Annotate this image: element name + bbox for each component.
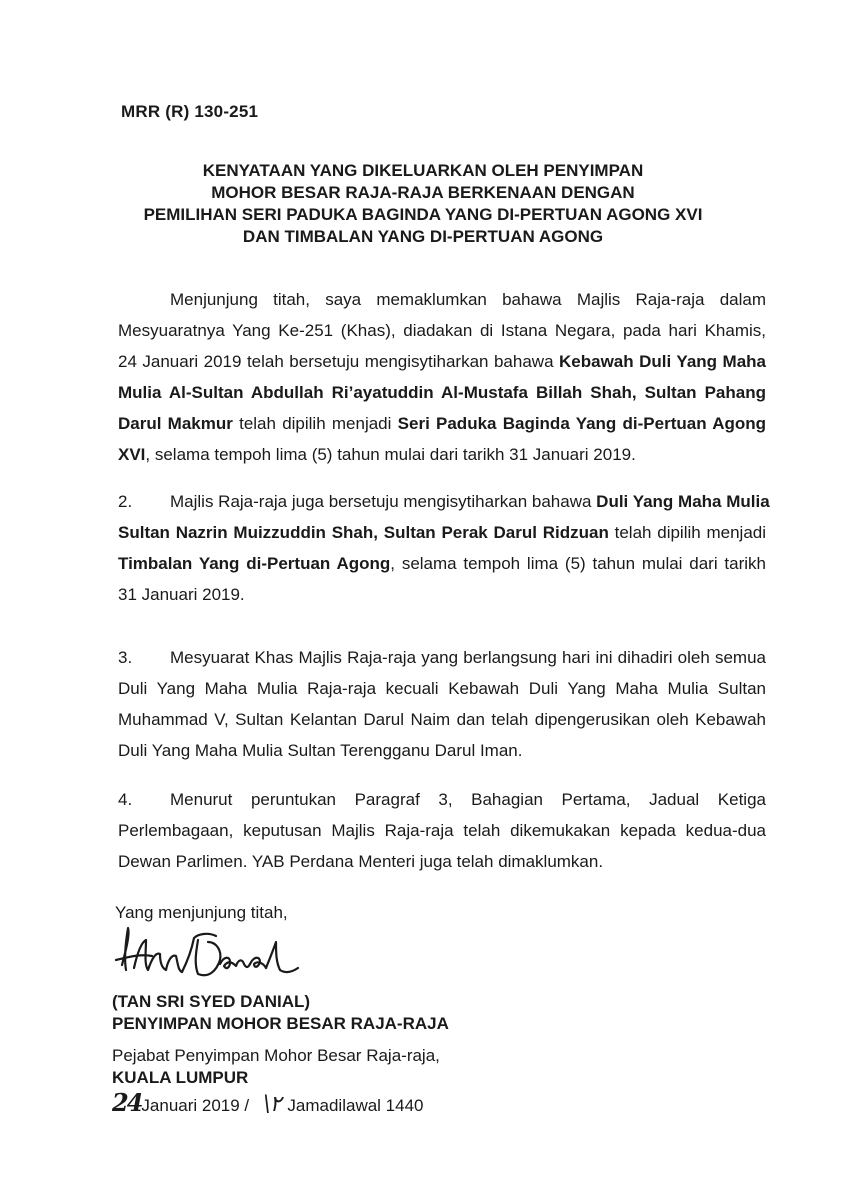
signatory-block [112,991,449,1035]
paragraph-3 [118,642,766,766]
handwritten-signature [112,920,302,990]
para3-line4: Duli Yang Maha Mulia Sultan Terengganu Darul Iman. [118,741,523,760]
para1-line1: Menjunjung titah, saya memaklumkan bahawa Majlis Raja-raja dalam [170,290,766,309]
para2-line4: 31 Januari 2019. [118,585,245,604]
para1-line6b: , selama tempoh lima (5) tahun mulai dari tarikh 31 Januari 2019. [145,445,636,464]
date-hijri: Jamadilawal 1440 [287,1096,424,1115]
handwritten-hijri-day: \٢ [263,1092,282,1117]
para3-number: 3. [118,648,133,667]
para2-line2a: Sultan Nazrin Muizzuddin Shah, Sultan Perak Darul Ridzuan [118,523,609,542]
para4-line3: Dewan Parlimen. YAB Perdana Menteri juga telah dimaklumkan. [118,852,604,871]
title-line: KENYATAAN YANG DIKELUARKAN OLEH PENYIMPAN [202,161,644,180]
para3-line3: Muhammad V, Sultan Kelantan Darul Naim dan telah dipengerusikan oleh Kebawah [118,710,766,729]
reference-number: MRR (R) 130-251 [121,102,259,121]
paragraph-2 [118,486,770,610]
para1-line3a: 24 Januari 2019 telah bersetuju mengisytiharkan bahawa [118,352,560,371]
para2-line1a: Majlis Raja-raja juga bersetuju mengisytiharkan bahawa [170,492,597,511]
title-line: DAN TIMBALAN YANG DI-PERTUAN AGONG [242,227,604,246]
para1-line2: Mesyuaratnya Yang Ke-251 (Khas), diadakan di Istana Negara, pada hari Khamis, [118,321,766,340]
signatory-title: PENYIMPAN MOHOR BESAR RAJA-RAJA [112,1014,449,1033]
office-city: KUALA LUMPUR [112,1068,249,1087]
para1-line5a: Darul Makmur [118,414,233,433]
para2-line3a: Timbalan Yang di-Pertuan Agong [118,554,391,573]
paragraph-4 [118,784,766,877]
office-block [112,1045,440,1089]
para1-line3b: Kebawah Duli Yang Maha [559,352,766,371]
office-line: Pejabat Penyimpan Mohor Besar Raja-raja, [112,1046,440,1065]
para4-line1: Menurut peruntukan Paragraf 3, Bahagian Pertama, Jadual Ketiga [170,790,766,809]
paragraph-1 [118,284,766,470]
para1-line6a: XVI [118,445,146,464]
title-line: MOHOR BESAR RAJA-RAJA BERKENAAN DENGAN [211,183,635,202]
para3-line2: Duli Yang Maha Mulia Raja-raja kecuali Kebawah Duli Yang Maha Mulia Sultan [118,679,766,698]
para2-number: 2. [118,492,133,511]
closing-salutation: Yang menjunjung titah, [115,903,288,922]
para4-number: 4. [118,790,133,809]
para1-line4: Mulia Al-Sultan Abdullah Ri’ayatuddin Al-Mustafa Billah Shah, Sultan Pahang [118,383,766,402]
signatory-name: (TAN SRI SYED DANIAL) [112,992,311,1011]
para1-line5c: Seri Paduka Baginda Yang di-Pertuan Agong [397,414,767,433]
title-line: PEMILIHAN SERI PADUKA BAGINDA YANG DI-PERTUAN AGONG XVI [143,205,703,224]
para2-line2b: telah dipilih menjadi [608,523,767,542]
date-gregorian: Januari 2019 / [141,1096,250,1115]
para2-line1b: Duli Yang Maha Mulia [596,492,770,511]
statement-title [100,160,746,248]
para2-line3b: , selama tempoh lima (5) tahun mulai dari tarikh [390,554,766,573]
para1-line5b: telah dipilih menjadi [232,414,398,433]
handwritten-day: 24 [112,1088,142,1117]
date-line [112,1088,424,1118]
para4-line2: Perlembagaan, keputusan Majlis Raja-raja telah dikemukakan kepada kedua-dua [118,821,766,840]
para3-line1: Mesyuarat Khas Majlis Raja-raja yang berlangsung hari ini dihadiri oleh semua [170,648,766,667]
